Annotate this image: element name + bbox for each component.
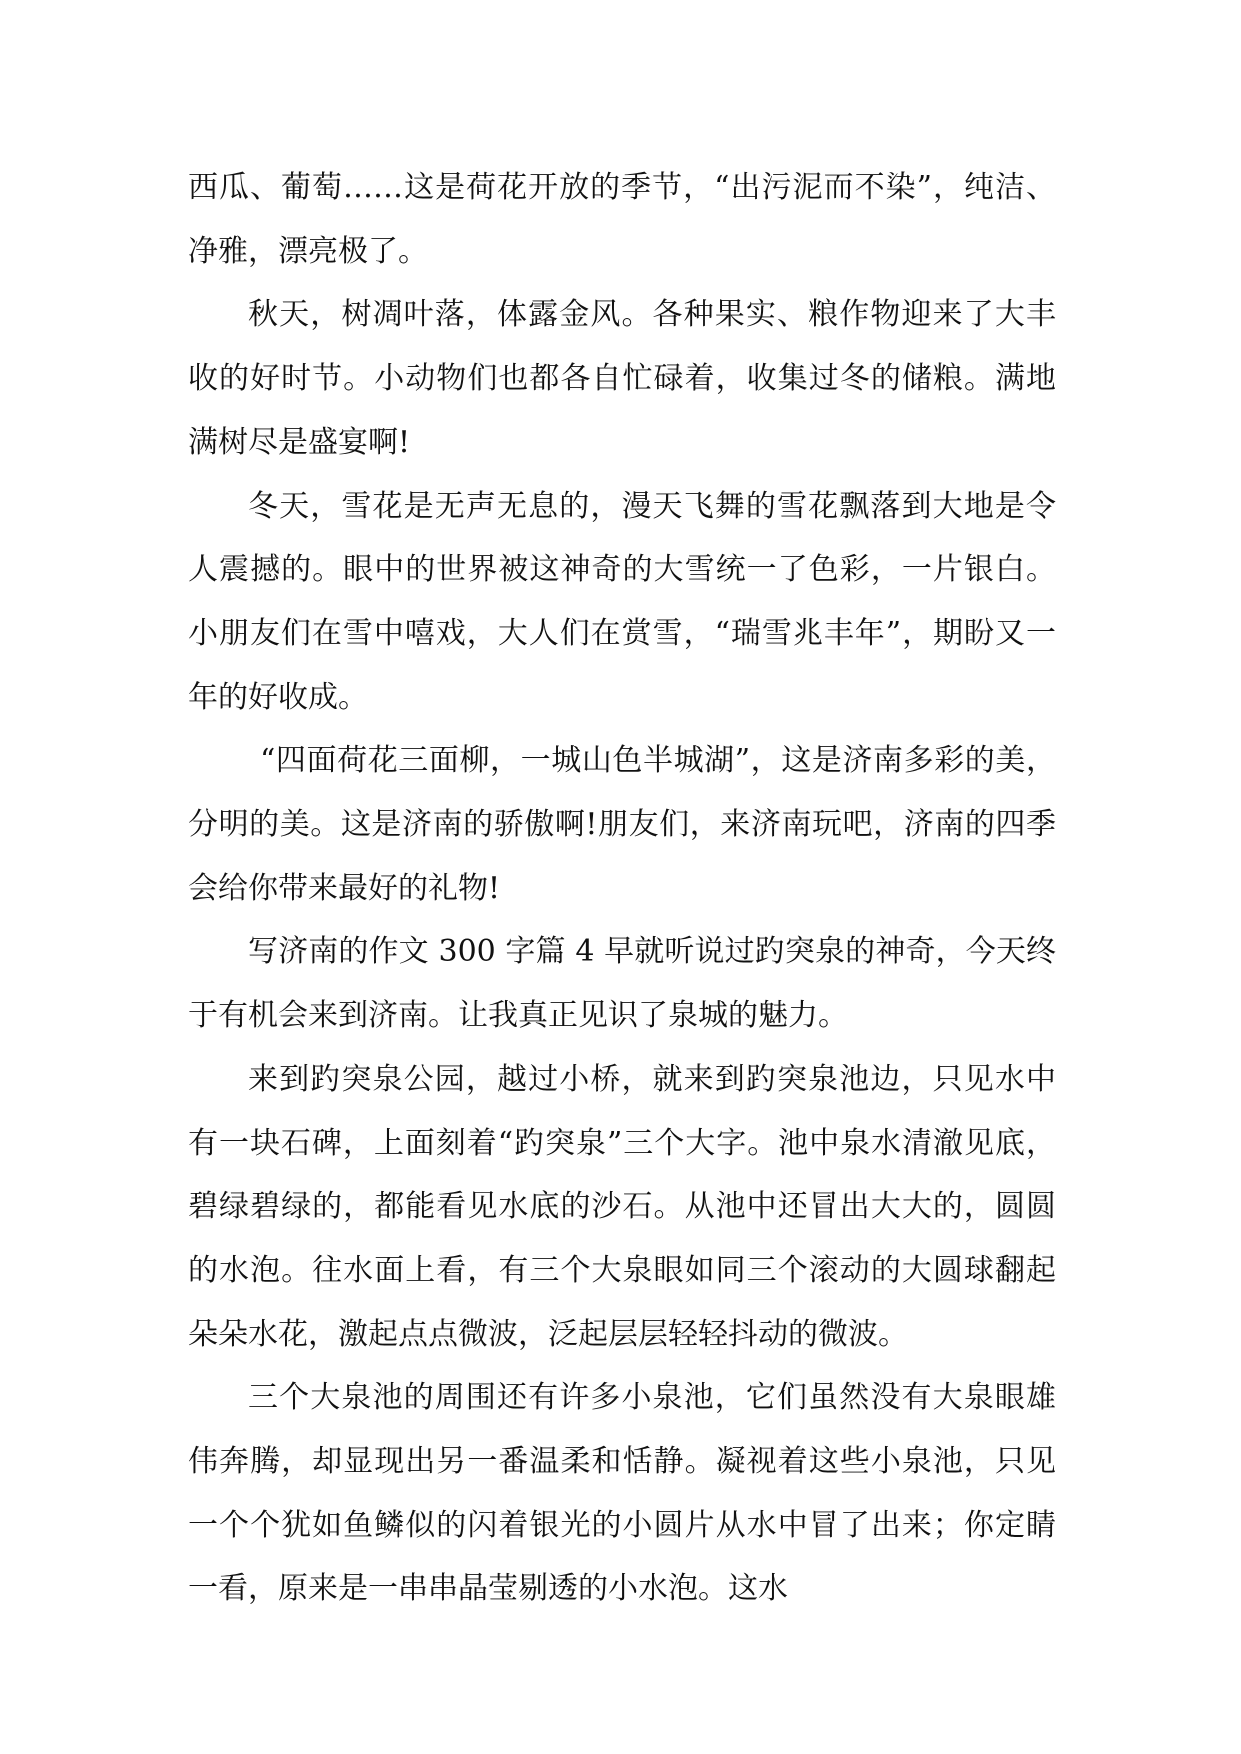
paragraph-3: 冬天，雪花是无声无息的，漫天飞舞的雪花飘落到大地是令人震撼的。眼中的世界被这神奇的大雪统一了色彩，一片银白。小朋友们在雪中嘻戏，大人们在赏雪，“瑞雪兆丰年”，期盼又一年的好收成。 (188, 488, 1056, 715)
paragraph-5: 写济南的作文 300 字篇 4 早就听说过趵突泉的神奇，今天终于有机会来到济南。让我真正见识了泉城的魅力。 (188, 934, 1056, 1034)
paragraph-1: 西瓜、葡萄……这是荷花开放的季节，“出污泥而不染”，纯洁、净雅，漂亮极了。 (188, 170, 1056, 269)
paragraph-6: 来到趵突泉公园，越过小桥，就来到趵突泉池边，只见水中有一块石碑，上面刻着“趵突泉”三个大字。池中泉水清澈见底，碧绿碧绿的，都能看见水底的沙石。从池中还冒出大大的，圆圆的水泡。往水面上看，有三个大泉眼如同三个滚动的大圆球翻起朵朵水花，激起点点微波，泛起层层轻轻抖动的微波。 (188, 1061, 1056, 1352)
paragraph-4: “四面荷花三面柳，一城山色半城湖”，这是济南多彩的美，分明的美。这是济南的骄傲啊!朋友们，来济南玩吧，济南的四季会给你带来最好的礼物! (188, 743, 1056, 906)
paragraph-2: 秋天，树凋叶落，体露金风。各种果实、粮作物迎来了大丰收的好时节。小动物们也都各自忙碌着，收集过冬的储粮。满地满树尽是盛宴啊! (188, 297, 1056, 460)
essay-body (188, 156, 1056, 1621)
paragraph-7: 三个大泉池的周围还有许多小泉池，它们虽然没有大泉眼雄伟奔腾，却显现出另一番温柔和恬静。凝视着这些小泉池，只见一个个犹如鱼鳞似的闪着银光的小圆片从水中冒了出来；你定睛一看，原来是一串串晶莹剔透的小水泡。这水 (188, 1380, 1056, 1607)
